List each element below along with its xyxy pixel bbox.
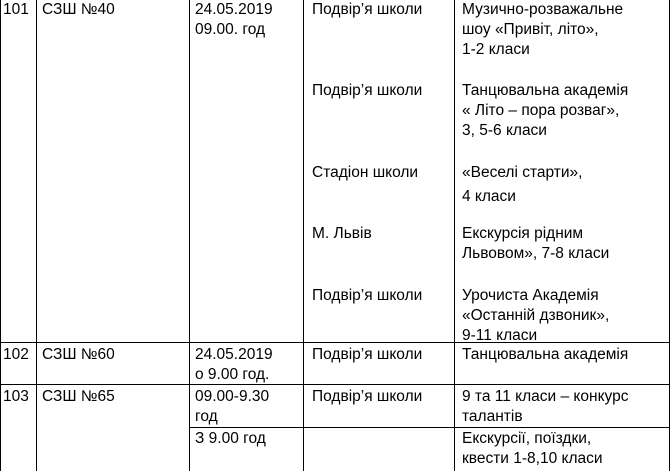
event-date: З 9.00 год — [195, 430, 266, 447]
description-line: талантів — [462, 408, 523, 425]
event-date — [195, 345, 273, 385]
description-line: шоу «Привіт, літо», — [462, 21, 599, 38]
description-line: « Літо – пора розваг», — [462, 102, 620, 119]
row-number: 102 — [3, 346, 29, 363]
column-divider-num — [36, 0, 37, 471]
subrow-separator — [189, 427, 670, 428]
description-line: Львовом», 7-8 класи — [462, 245, 610, 262]
event-description — [462, 0, 623, 60]
table-border-left — [0, 0, 1, 471]
event-description — [462, 387, 628, 427]
event-place: М. Львів — [312, 225, 372, 242]
event-date — [195, 0, 273, 40]
description-line: Екскурсія рідним — [462, 225, 584, 242]
description-line: 9-11 класи — [462, 327, 538, 344]
description-line: 3, 5-6 класи — [462, 122, 547, 139]
event-description — [462, 163, 583, 207]
row-number: 103 — [3, 388, 29, 405]
description-line: «Веселі старти», — [462, 164, 583, 181]
event-place: Подвір’я школи — [312, 82, 423, 99]
event-place: Подвір’я школи — [312, 287, 423, 304]
event-date — [195, 387, 269, 427]
description-line: Танцювальна академія — [462, 346, 629, 363]
school-name: СЗШ №40 — [42, 1, 115, 18]
event-place: Подвір’я школи — [312, 1, 423, 18]
event-description — [462, 286, 609, 346]
event-description — [462, 224, 609, 264]
event-description — [462, 429, 603, 469]
event-description — [462, 345, 628, 365]
row-separator — [0, 384, 670, 385]
time-line: о 9.00 год. — [195, 366, 270, 383]
date-line: 09.00-9.30 — [195, 388, 270, 405]
date-line: 24.05.2019 — [195, 1, 273, 18]
description-line: квести 1-8,10 класи — [462, 450, 603, 467]
time-line: год — [195, 408, 218, 425]
description-line: Урочиста Академія — [462, 287, 599, 304]
event-place: Стадіон школи — [312, 164, 419, 181]
description-line: Танцювальна академія — [462, 82, 629, 99]
school-name: СЗШ №65 — [42, 388, 115, 405]
description-line: Екскурсії, поїздки, — [462, 430, 592, 447]
description-line: Музично-розважальне — [462, 1, 624, 18]
column-divider-place — [454, 0, 455, 471]
description-line: 4 класи — [462, 188, 516, 205]
event-description — [462, 81, 628, 141]
description-line: «Останній дзвоник», — [462, 307, 610, 324]
description-line: 1-2 класи — [462, 41, 530, 58]
description-line: 9 та 11 класи – конкурс — [462, 388, 629, 405]
event-place: Подвір’я школи — [312, 346, 423, 363]
date-line: 24.05.2019 — [195, 346, 273, 363]
time-line: 09.00. год — [195, 21, 266, 38]
event-place: Подвір’я школи — [312, 388, 423, 405]
school-name: СЗШ №60 — [42, 346, 115, 363]
row-number: 101 — [3, 1, 29, 18]
table-border-right — [669, 0, 670, 471]
column-divider-date — [303, 0, 304, 471]
column-divider-school — [189, 0, 190, 471]
